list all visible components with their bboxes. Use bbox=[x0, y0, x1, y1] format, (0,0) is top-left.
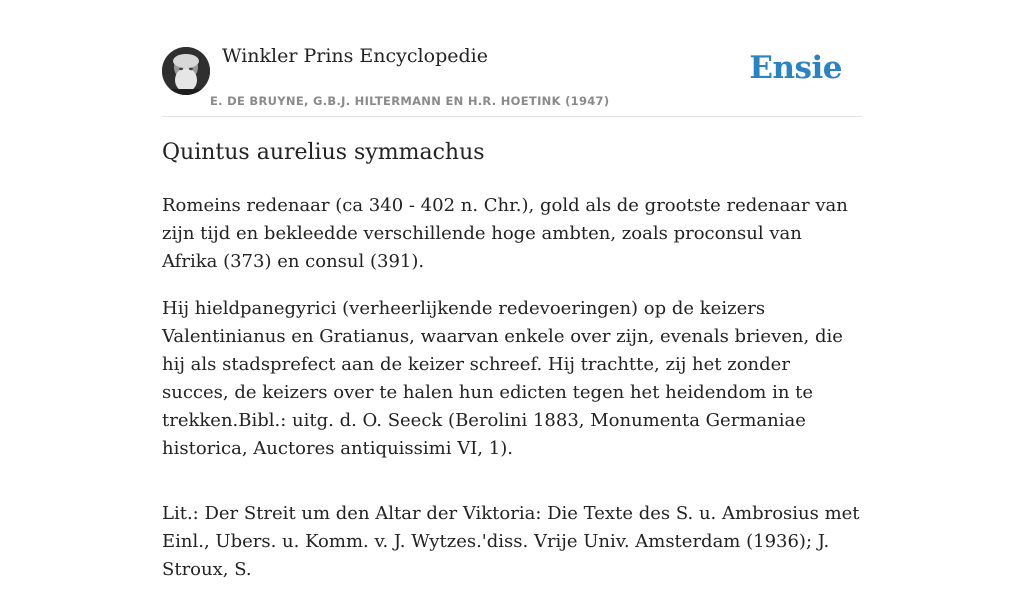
article-paragraph: Lit.: Der Streit um den Altar der Viktoria: Die Texte des S. u. Ambrosius met Einl., Ubers. u. Komm. v. J. Wytzes.'diss. Vrije Univ. Amsterdam (1936); J. Stroux, S. bbox=[162, 503, 860, 580]
article-body bbox=[162, 192, 862, 603]
source-title[interactable]: Winkler Prins Encyclopedie bbox=[222, 45, 488, 67]
ensie-logo[interactable]: Ensie bbox=[749, 50, 842, 86]
source-header bbox=[162, 0, 862, 117]
portrait-avatar-icon[interactable] bbox=[162, 47, 210, 95]
article-title: Quintus aurelius symmachus bbox=[162, 140, 485, 165]
source-authors: E. DE BRUYNE, G.B.J. HILTERMANN EN H.R. HOETINK (1947) bbox=[210, 94, 610, 108]
article-paragraph: Romeins redenaar (ca 340 - 402 n. Chr.), gold als de grootste redenaar van zijn tijd en bekleedde verschillende hoge ambten, zoals proconsul van Afrika (373) en consul (391). bbox=[162, 195, 848, 272]
article-page bbox=[162, 0, 862, 580]
article-paragraph: Hij hieldpanegyrici (verheerlijkende redevoeringen) op de keizers Valentinianus en Gratianus, waarvan enkele over zijn, evenals brieven, die hij als stadsprefect aan de keizer schreef. Hij trachtte, zij het zonder succes, de keizers over te halen hun edicten tegen het heidendom in te trekken.Bibl.: uitg. d. O. Seeck (Berolini 1883, Monumenta Germaniae historica, Auctores antiquissimi VI, 1). bbox=[162, 298, 843, 459]
